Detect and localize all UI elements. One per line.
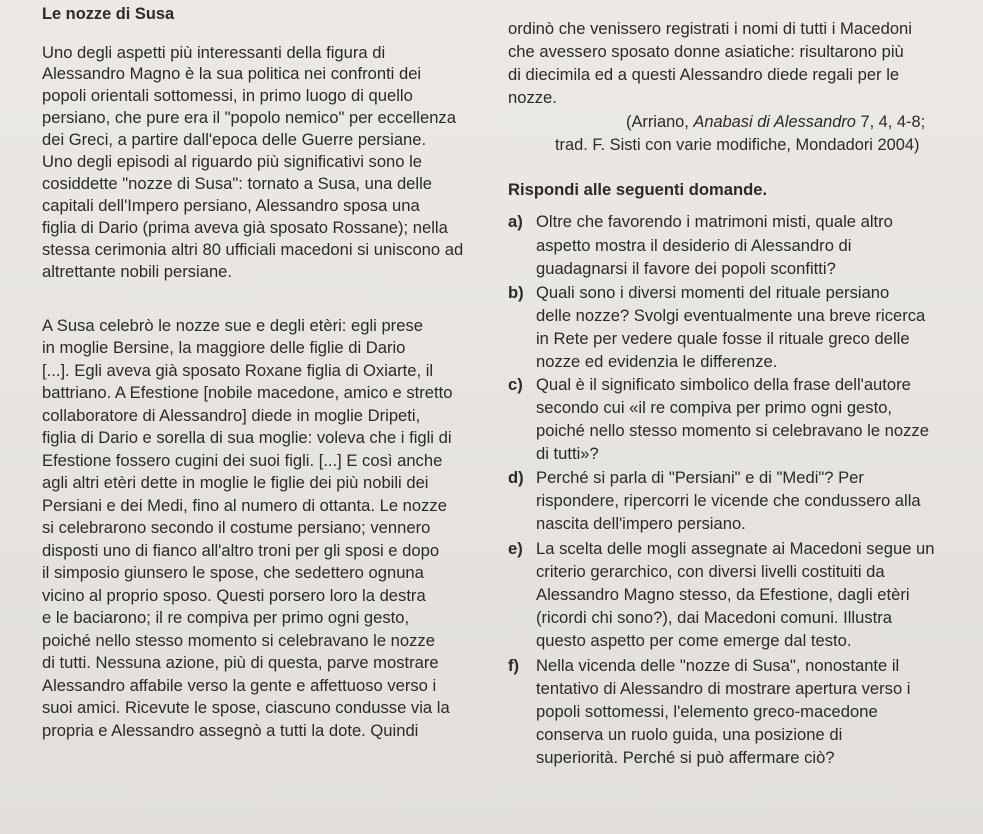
- question-line: guadagnarsi il favore dei popoli sconfitti?: [536, 259, 836, 278]
- citation-line-2: trad. F. Sisti con varie modifiche, Mondadori 2004): [555, 136, 920, 154]
- question-line: Qual è il significato simbolico della frase dell'autore: [536, 375, 911, 394]
- intro-line: Uno degli aspetti più interessanti della figura di: [42, 43, 386, 62]
- intro-line: Uno degli episodi al riguardo più significativi sono le: [42, 152, 423, 171]
- intro-line: cosiddette "nozze di Susa": tornato a Susa, una delle: [42, 174, 433, 193]
- question-line: questo aspetto per come emerge dal testo.: [536, 631, 852, 650]
- question-line: rispondere, ripercorri le vicende che condussero alla: [536, 491, 921, 510]
- question-line: poiché nello stesso momento si celebravano le nozze: [536, 421, 929, 440]
- question-line: Perché si parla di "Persiani" e di "Medi"? Per: [536, 468, 864, 487]
- question-line: conserva un ruolo guida, una posizione di: [536, 725, 843, 744]
- source-text-line: vicino al proprio sposo. Questi porsero loro la destra: [42, 586, 426, 605]
- question-line: nascita dell'impero persiano.: [536, 514, 746, 533]
- question-line: superiorità. Perché si può affermare ciò?: [536, 748, 835, 767]
- source-text-line: disposti uno di fianco all'altro troni per gli sposi e dopo: [42, 541, 440, 560]
- question-line: secondo cui «il re compiva per primo ogni gesto,: [536, 398, 893, 417]
- source-text-line: nozze.: [508, 88, 557, 107]
- question-line: criterio gerarchico, con diversi livelli costituiti da: [536, 562, 885, 581]
- question-line: in Rete per vedere quale fosse il rituale greco delle: [536, 329, 910, 348]
- question-line: popoli sottomessi, l'elemento greco-macedone: [536, 702, 878, 721]
- source-text-line: di diecimila ed a questi Alessandro diede regali per le: [508, 65, 900, 84]
- question-line: (ricordi chi sono?), dai Macedoni comuni. Illustra: [536, 608, 892, 627]
- source-text-line: e le baciarono; il re compiva per primo ogni gesto,: [42, 608, 410, 627]
- question-line: tentativo di Alessandro di mostrare apertura verso i: [536, 679, 911, 698]
- source-text-line: il simposio giunsero le spose, che sedettero ognuna: [42, 563, 424, 582]
- intro-line: capitali dell'Impero persiano, Alessandro sposa una: [42, 196, 420, 215]
- source-text-line: propria e Alessandro assegnò a tutti la dote. Quindi: [42, 721, 419, 740]
- question-line: Quali sono i diversi momenti del rituale persiano: [536, 283, 890, 302]
- intro-line: Alessandro Magno è la sua politica nei confronti dei: [42, 64, 422, 83]
- question-line: La scelta delle mogli assegnate ai Macedoni segue un: [536, 539, 935, 558]
- source-text-line: ordinò che venissero registrati i nomi di tutti i Macedoni: [508, 19, 912, 38]
- source-text-line: [...]. Egli aveva già sposato Roxane figlia di Oxiarte, il: [42, 361, 434, 380]
- source-text-line: si celebrarono secondo il costume persiano; vennero: [42, 518, 431, 537]
- question-label: c): [508, 375, 523, 394]
- source-text-line: di tutti. Nessuna azione, più di questa, parve mostrare: [42, 653, 439, 672]
- source-text-line: battriano. A Efestione [nobile macedone, amico e stretto: [42, 383, 453, 402]
- questions-heading: Rispondi alle seguenti domande.: [508, 180, 768, 199]
- question-line: aspetto mostra il desiderio di Alessandro di: [536, 236, 852, 255]
- intro-line: altrettante nobili persiane.: [42, 262, 233, 281]
- source-text-line: in moglie Bersine, la maggiore delle figlie di Dario: [42, 338, 406, 357]
- citation-reference: 7, 4, 4-8;: [855, 113, 926, 131]
- intro-line: dei Greci, a partire dall'epoca delle Guerre persiane.: [42, 130, 427, 149]
- question-line: delle nozze? Svolgi eventualmente una breve ricerca: [536, 306, 926, 325]
- intro-line: popoli orientali sottomessi, in primo luogo di quello: [42, 86, 413, 105]
- citation-open: (Arriano,: [626, 113, 694, 131]
- question-line: nozze ed evidenzia le differenze.: [536, 352, 778, 371]
- question-line: di tutti»?: [536, 444, 599, 463]
- source-text-line: poiché nello stesso momento si celebravano le nozze: [42, 631, 435, 650]
- source-text-line: A Susa celebrò le nozze sue e degli etèri: egli prese: [42, 316, 423, 335]
- question-label: a): [508, 212, 523, 231]
- question-label: f): [508, 656, 520, 675]
- question-label: b): [508, 283, 524, 302]
- intro-line: figlia di Dario (prima aveva già sposato Rossane); nella: [42, 218, 448, 237]
- question-label: e): [508, 539, 523, 558]
- source-text-line: Efestione fossero cugini dei suoi figli. [...] E così anche: [42, 451, 443, 470]
- source-text-line: Alessandro affabile verso la gente e affettuoso verso i: [42, 676, 437, 695]
- intro-line: stessa cerimonia altri 80 ufficiali macedoni si uniscono ad: [42, 240, 464, 259]
- source-text-line: che avessero sposato donne asiatiche: risultarono più: [508, 42, 904, 61]
- source-text-line: collaboratore di Alessandro] diede in moglie Dripeti,: [42, 406, 421, 425]
- question-line: Alessandro Magno stesso, da Efestione, dagli etèri: [536, 585, 910, 604]
- question-line: Nella vicenda delle "nozze di Susa", nonostante il: [536, 656, 900, 675]
- question-line: Oltre che favorendo i matrimoni misti, quale altro: [536, 212, 893, 231]
- citation-work-title: Anabasi di Alessandro: [693, 113, 856, 131]
- question-label: d): [508, 468, 524, 487]
- source-text-line: agli altri etèri dette in moglie le figlie dei più nobili dei: [42, 473, 429, 492]
- source-text-line: Persiani e dei Medi, fino al numero di ottanta. Le nozze: [42, 496, 447, 515]
- source-text-line: figlia di Dario e sorella di sua moglie: voleva che i figli di: [42, 428, 452, 447]
- section-title: Le nozze di Susa: [42, 5, 175, 23]
- source-text-line: suoi amici. Ricevute le spose, ciascuno condusse via la: [42, 698, 450, 717]
- intro-line: persiano, che pure era il "popolo nemico" per eccellenza: [42, 108, 456, 127]
- citation-line-1: [626, 112, 925, 132]
